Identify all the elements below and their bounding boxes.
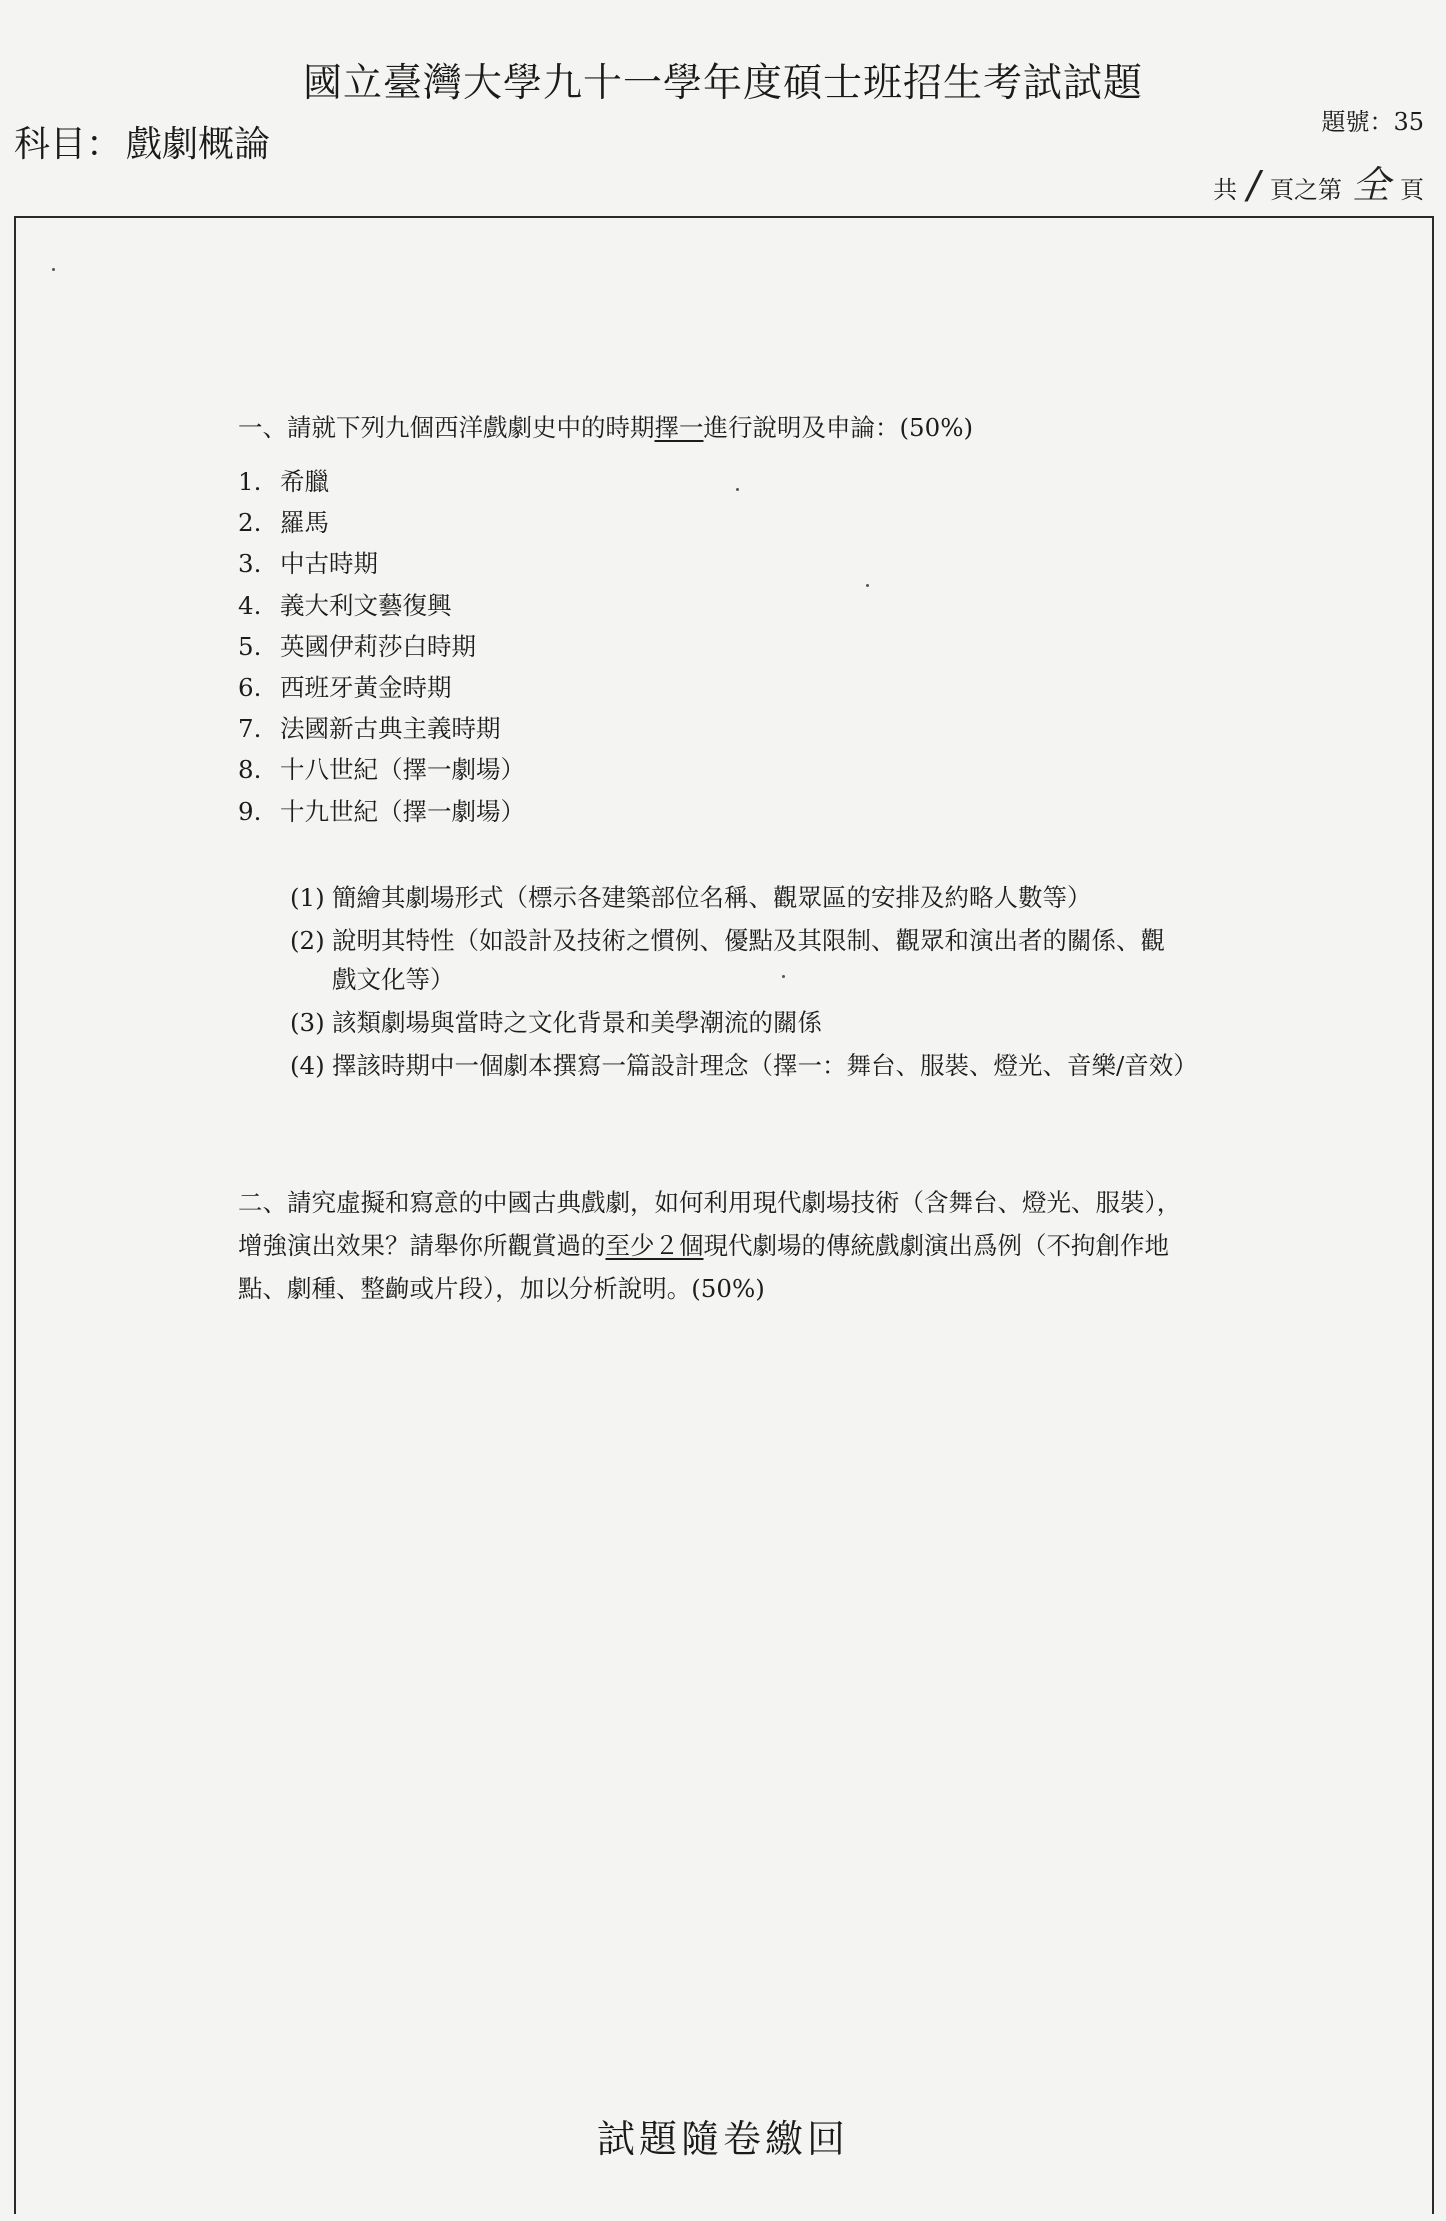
q2-text-end: 現代劇場的傳統戲劇演出爲例（不拘創作地點、劇種、整齣或片段），加以分析說明。(50%) — [238, 1230, 1169, 1303]
list-item — [238, 791, 1188, 832]
list-item — [238, 585, 1188, 626]
item-text: 簡繪其劇場形式（標示各建築部位名稱、觀眾區的安排及約略人數等） — [332, 882, 1092, 912]
question-2 — [238, 1181, 1188, 1310]
item-number: (2) — [290, 925, 325, 955]
item-text: 英國伊莉莎白時期 — [280, 631, 476, 661]
item-number: (4) — [290, 1050, 325, 1080]
item-number: (3) — [290, 1007, 325, 1037]
item-number: 1. — [238, 467, 262, 496]
item-number: 8. — [238, 755, 262, 785]
pages-middle: 頁之第 — [1269, 176, 1342, 204]
q1-intro-underlined: 擇一 — [654, 413, 704, 442]
item-number: 7. — [238, 714, 262, 744]
item-number: 4. — [238, 590, 262, 620]
page-indicator — [1213, 154, 1424, 209]
item-text: 中古時期 — [280, 549, 378, 579]
return-with-paper-stamp: 試題隨卷繳回 — [596, 2117, 849, 2161]
item-number: 2. — [238, 508, 262, 538]
question-number-value: 35 — [1393, 108, 1424, 136]
list-item — [238, 543, 1188, 584]
task-list — [290, 878, 1198, 1085]
list-item — [238, 461, 1188, 502]
subject-label: 科目： — [14, 124, 123, 165]
pages-prefix: 共 — [1213, 176, 1238, 204]
item-number: 6. — [238, 673, 262, 703]
list-item — [238, 502, 1188, 543]
list-item — [238, 667, 1188, 708]
list-item — [290, 1003, 1188, 1042]
list-item — [238, 749, 1188, 790]
list-item — [238, 626, 1188, 667]
list-item — [290, 921, 1188, 999]
question-number-label: 題號： — [1321, 108, 1394, 136]
question-number — [1321, 102, 1424, 137]
q2-text-underlined: 至少２個 — [605, 1230, 704, 1260]
q2-text: 二、請究虛擬和寫意的中國古典戲劇，如何利用現代劇場技術（含舞台、燈光、服裝），增強演出效果？請舉你所觀賞過的 — [238, 1187, 1182, 1260]
exam-title: 國立臺灣大學九十一學年度碩士班招生考試試題 — [302, 61, 1143, 106]
item-text: 希臘 — [280, 467, 329, 496]
pages-current: 全 — [1351, 163, 1390, 207]
period-list — [238, 461, 1188, 832]
item-text: 羅馬 — [280, 508, 329, 538]
item-number: 9. — [238, 796, 262, 826]
item-number: 5. — [238, 631, 262, 661]
item-text: 擇該時期中一個劇本撰寫一篇設計理念（擇一：舞台、服裝、燈光、音樂/音效） — [332, 1050, 1198, 1080]
item-text: 說明其特性（如設計及技術之慣例、優點及其限制、觀眾和演出者的關係、觀戲文化等） — [332, 925, 1165, 994]
exam-content — [238, 407, 1198, 1310]
question-1-intro — [238, 407, 1188, 449]
item-text: 十八世紀（擇一劇場） — [280, 755, 525, 785]
item-text: 義大利文藝復興 — [280, 590, 452, 620]
item-number: 3. — [238, 549, 262, 579]
item-text: 十九世紀（擇一劇場） — [280, 796, 525, 826]
item-text: 西班牙黃金時期 — [280, 673, 452, 703]
q1-intro-text-end: 進行說明及申論：(50%) — [703, 413, 974, 442]
subject-line — [14, 116, 270, 167]
list-item — [290, 878, 1188, 917]
pages-total: / — [1247, 163, 1260, 207]
scan-speck — [52, 268, 55, 271]
item-text: 該類劇場與當時之文化背景和美學潮流的關係 — [332, 1007, 822, 1037]
item-text: 法國新古典主義時期 — [280, 714, 501, 744]
item-number: (1) — [290, 882, 325, 912]
subject-name: 戲劇概論 — [126, 124, 271, 165]
list-item — [238, 708, 1188, 749]
list-item — [290, 1046, 1198, 1085]
q1-intro-text: 一、請就下列九個西洋戲劇史中的時期 — [238, 413, 655, 442]
pages-suffix: 頁 — [1400, 176, 1424, 204]
